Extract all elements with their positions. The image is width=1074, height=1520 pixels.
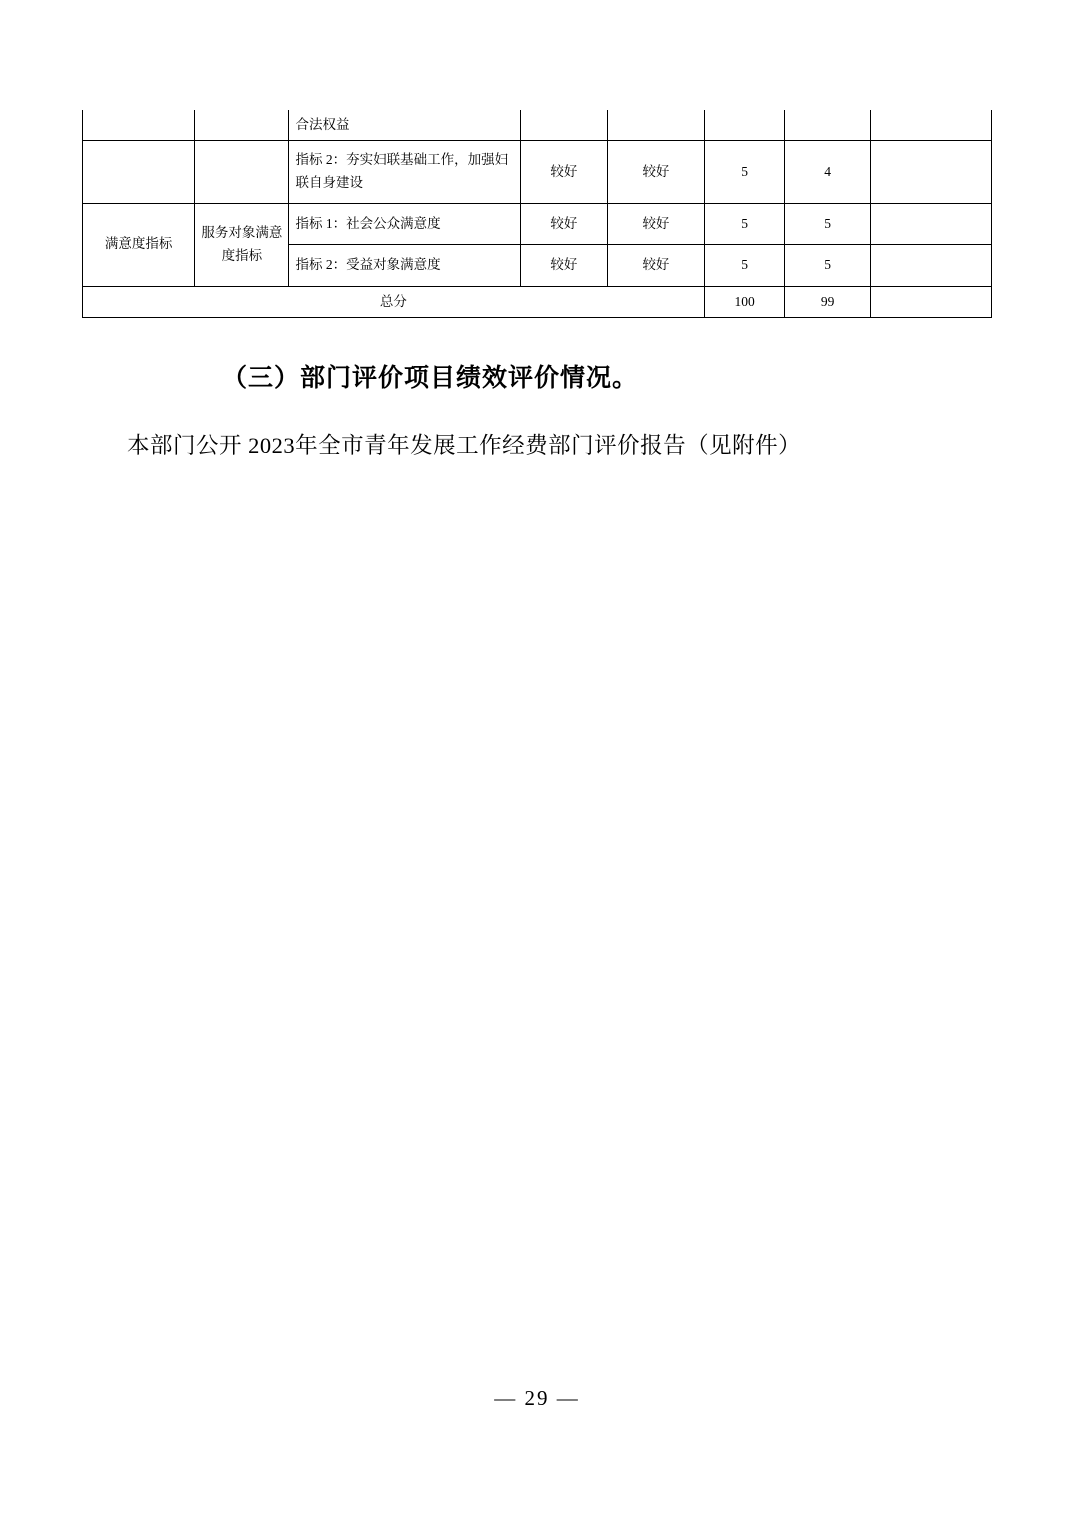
table-row (83, 110, 992, 141)
cell-score: 5 (704, 245, 785, 286)
cell-level2-category (195, 141, 289, 204)
cell-obtained: 5 (785, 204, 870, 245)
cell-indicator: 指标 1：社会公众满意度 (289, 204, 520, 245)
cell-actual: 较好 (608, 204, 705, 245)
cell-obtained (785, 110, 870, 141)
section-heading: （三）部门评价项目绩效评价情况。 (222, 365, 639, 392)
performance-evaluation-table (82, 110, 992, 318)
cell-level1-category (83, 141, 195, 204)
cell-level2-category: 服务对象满意度指标 (195, 204, 289, 287)
cell-obtained: 5 (785, 245, 870, 286)
performance-table-container (82, 110, 992, 318)
cell-target: 较好 (520, 204, 608, 245)
cell-note (870, 245, 991, 286)
cell-total-obtained: 99 (785, 286, 870, 317)
table-row (83, 204, 992, 245)
cell-target: 较好 (520, 245, 608, 286)
cell-total-score: 100 (704, 286, 785, 317)
cell-score (704, 110, 785, 141)
page-number: — 29 — (494, 1386, 580, 1410)
cell-level1-category (83, 110, 195, 141)
table-row (83, 141, 992, 204)
body-paragraph: 本部门公开 2023年全市青年发展工作经费部门评价报告（见附件） (127, 433, 802, 458)
cell-indicator: 指标 2：受益对象满意度 (289, 245, 520, 286)
cell-actual: 较好 (608, 141, 705, 204)
table-total-row (83, 286, 992, 317)
cell-total-note (870, 286, 991, 317)
cell-level1-category: 满意度指标 (83, 204, 195, 287)
cell-target (520, 110, 608, 141)
cell-score: 5 (704, 141, 785, 204)
cell-note (870, 110, 991, 141)
cell-note (870, 204, 991, 245)
cell-target: 较好 (520, 141, 608, 204)
cell-total-label: 总分 (83, 286, 705, 317)
cell-indicator: 指标 2：夯实妇联基础工作，加强妇联自身建设 (289, 141, 520, 204)
cell-score: 5 (704, 204, 785, 245)
cell-indicator: 合法权益 (289, 110, 520, 141)
cell-note (870, 141, 991, 204)
cell-level2-category (195, 110, 289, 141)
cell-actual (608, 110, 705, 141)
cell-actual: 较好 (608, 245, 705, 286)
cell-obtained: 4 (785, 141, 870, 204)
